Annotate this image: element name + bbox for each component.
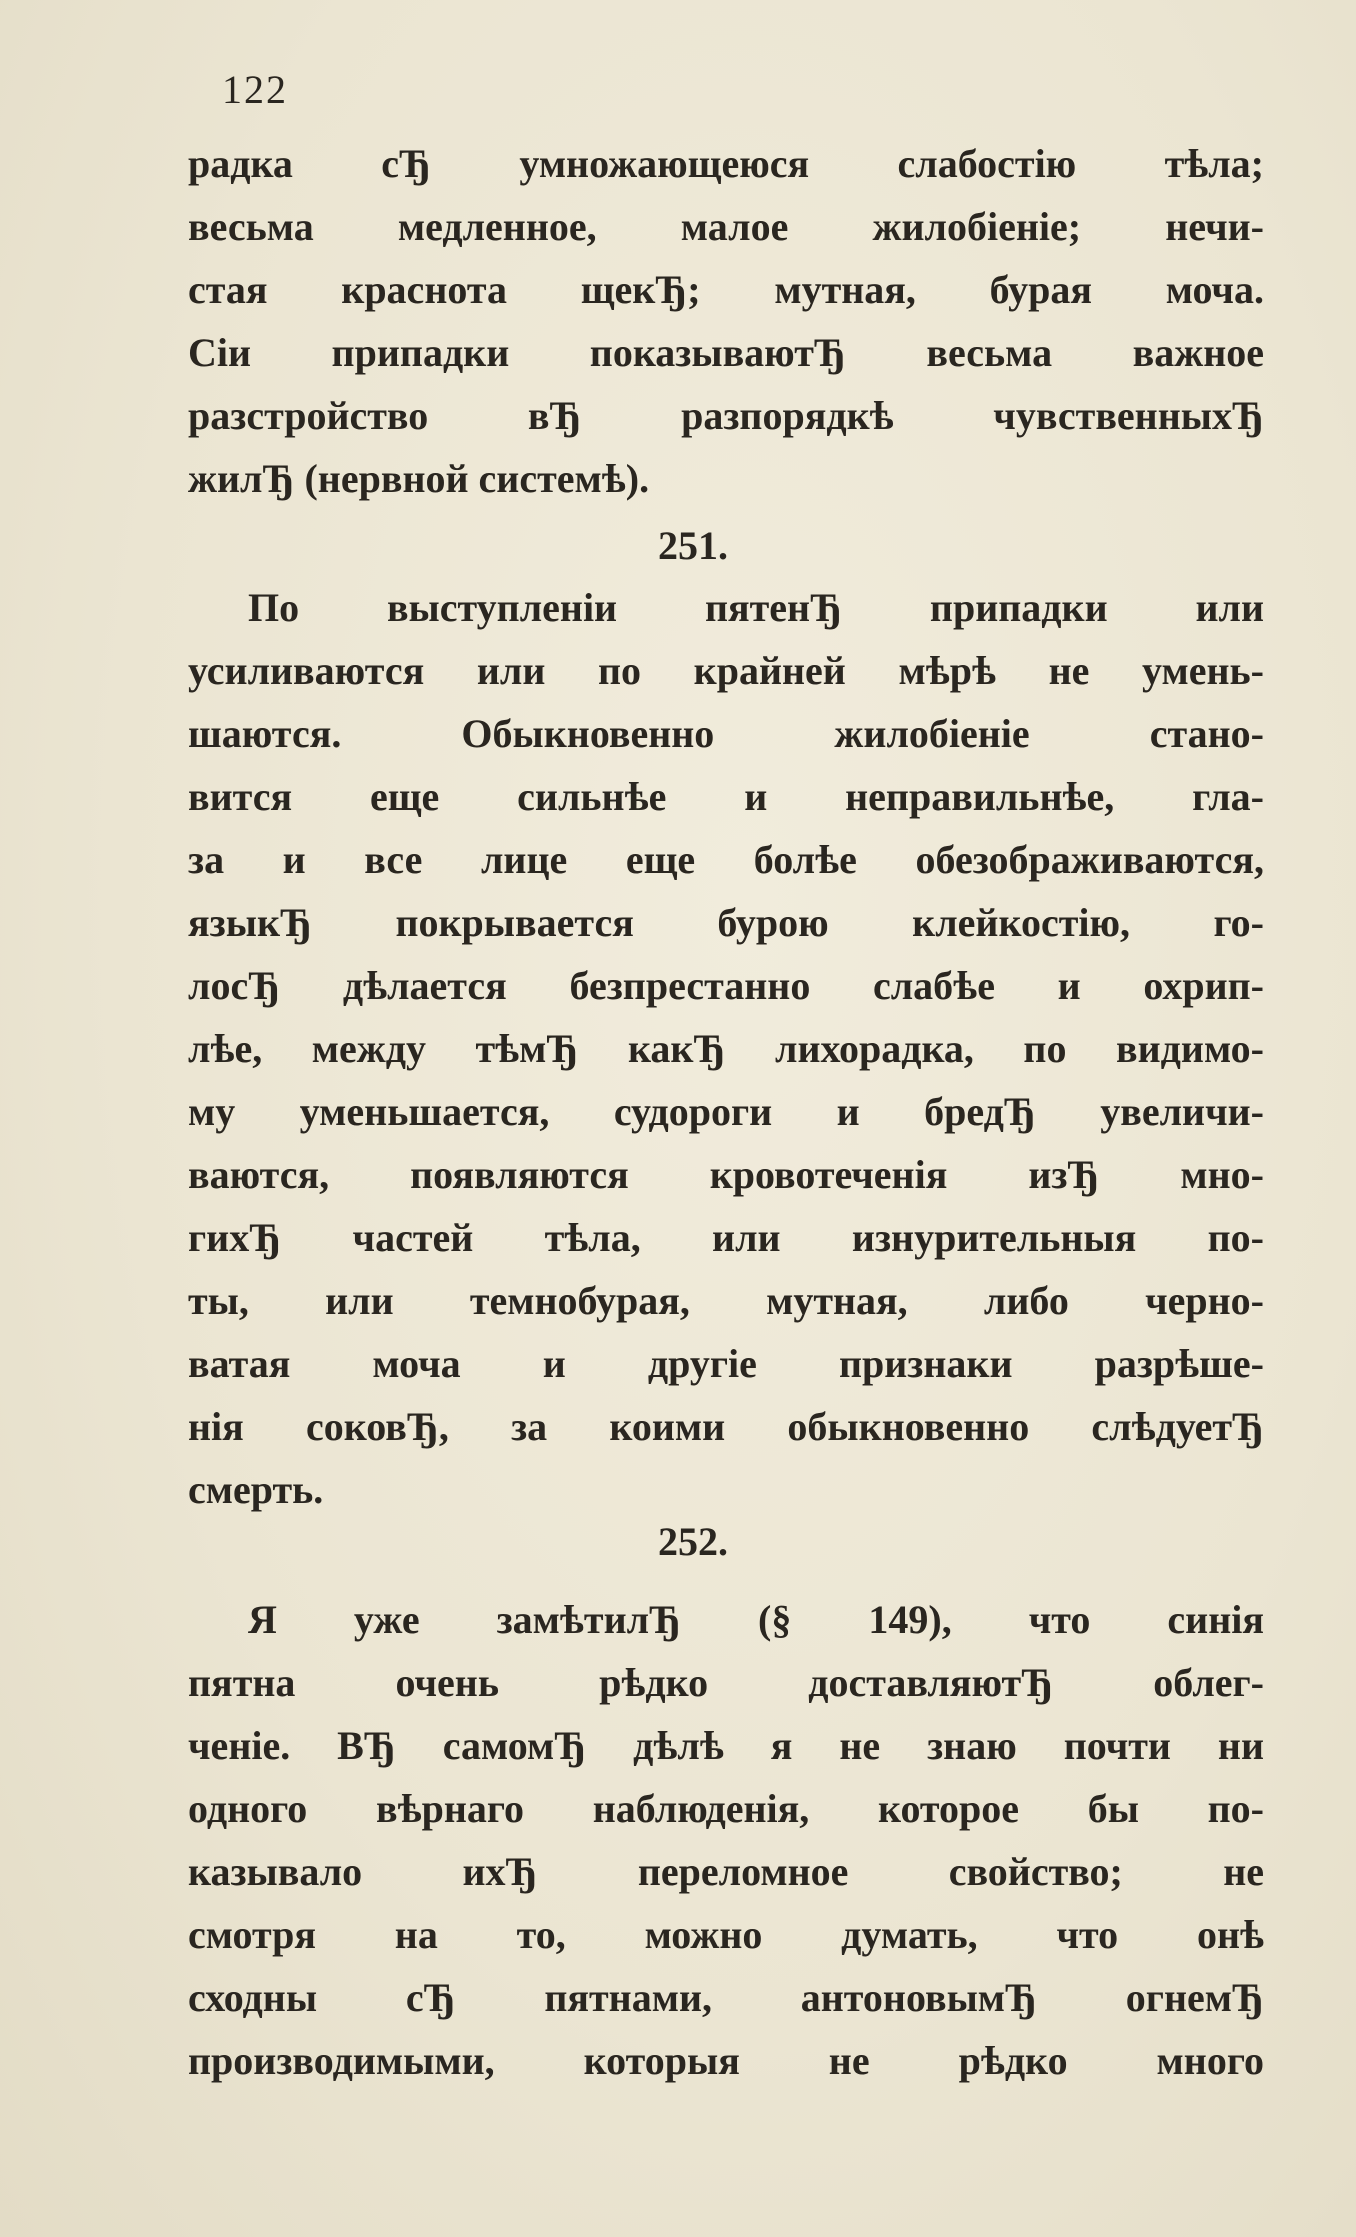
text-line: лѣе, между тѣмЂ какЂ лихорадка, по видимо- (188, 1026, 1264, 1071)
text-line: радка сЂ умножающеюся слабостію тѣла; (188, 141, 1264, 186)
text-line: шаются. Обыкновенно жилобіеніе стано- (188, 711, 1264, 756)
text-line: нія соковЂ, за коими обыкновенно слѣдуетЂ (188, 1404, 1264, 1449)
text-line: сходны сЂ пятнами, антоновымЂ огнемЂ (188, 1975, 1264, 2020)
paragraph-3 (188, 1588, 1264, 2092)
text-line: Я уже замѣтилЂ (§ 149), что синія (248, 1597, 1264, 1642)
text-line: казывало ихЂ переломное свойство; не (188, 1849, 1264, 1894)
text-line: ватая моча и другіе признаки разрѣше- (188, 1341, 1264, 1386)
text-line: пятна очень рѣдко доставляютЂ облег- (188, 1660, 1264, 1705)
text-line: смерть. (188, 1467, 324, 1512)
text-line: жилЂ (нервной системѣ). (188, 456, 650, 501)
paragraph-1 (188, 132, 1264, 510)
text-line: Сіи припадки показываютЂ весьма важное (188, 330, 1264, 375)
page-number: 122 (222, 67, 288, 112)
text-line: ченіе. ВЂ самомЂ дѣлѣ я не знаю почти ни (188, 1723, 1264, 1768)
text-line: гихЂ частей тѣла, или изнурительныя по- (188, 1215, 1264, 1260)
text-line: вится еще сильнѣе и неправильнѣе, гла- (188, 774, 1264, 819)
text-line: за и все лице еще болѣе обезображиваются, (188, 837, 1264, 882)
text-line: смотря на то, можно думать, что онѣ (188, 1912, 1264, 1957)
text-line: производимыми, которыя не рѣдко много (188, 2038, 1264, 2083)
text-line: По выступленіи пятенЂ припадки или (248, 585, 1264, 630)
text-line: весьма медленное, малое жилобіеніе; нечи- (188, 204, 1264, 249)
paragraph-2 (188, 576, 1264, 1521)
text-line: языкЂ покрывается бурою клейкостію, го- (188, 900, 1264, 945)
section-number-252: 252. (658, 1519, 728, 1564)
text-line: стая краснота щекЂ; мутная, бурая моча. (188, 267, 1264, 312)
text-line: разстройство вЂ разпорядкѣ чувственныхЂ (188, 393, 1264, 438)
text-line: лосЂ дѣлается безпрестанно слабѣе и охрип- (188, 963, 1264, 1008)
text-line: ты, или темнобурая, мутная, либо черно- (188, 1278, 1264, 1323)
text-line: му уменьшается, судороги и бредЂ увеличи- (188, 1089, 1264, 1134)
text-line: усиливаются или по крайней мѣрѣ не умень- (188, 648, 1264, 693)
section-number-251: 251. (658, 523, 728, 568)
text-line: ваются, появляются кровотеченія изЂ мно- (188, 1152, 1264, 1197)
text-line: одного вѣрнаго наблюденія, которое бы по- (188, 1786, 1264, 1831)
